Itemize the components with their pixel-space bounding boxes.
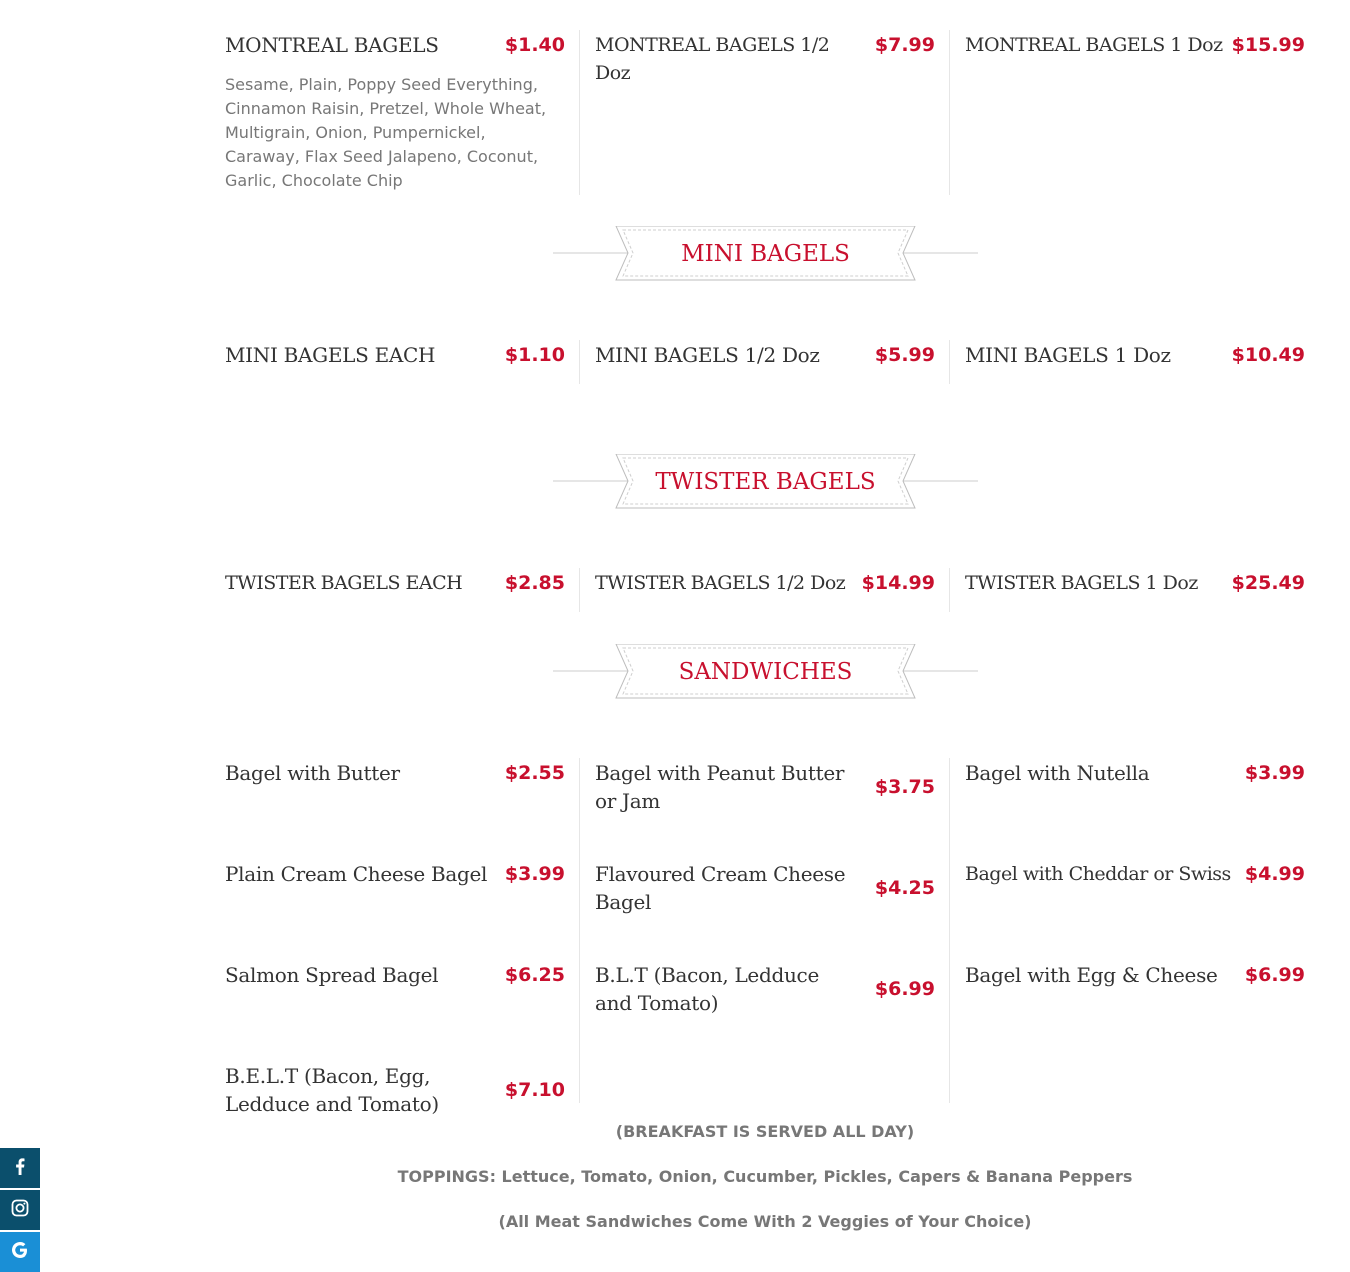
item-price: $10.49 xyxy=(1231,344,1305,366)
column-divider xyxy=(579,30,580,195)
item-price: $3.99 xyxy=(504,863,565,885)
veggies-note: (All Meat Sandwiches Come With 2 Veggies of Your Choice) xyxy=(498,1212,1032,1231)
menu-item xyxy=(595,31,935,87)
menu-item xyxy=(595,341,935,369)
instagram-icon xyxy=(10,1198,30,1222)
item-description: Sesame, Plain, Poppy Seed Everything, Cinnamon Raisin, Pretzel, Whole Wheat, Multigrain, Onion, Pumpernickel, Caraway, Flax Seed Jalapeno, Coconut, Garlic, Chocolate Chip xyxy=(225,75,547,190)
menu-item xyxy=(965,759,1305,787)
menu-item xyxy=(225,569,565,597)
item-name: MONTREAL BAGELS 1/2 Doz xyxy=(595,34,830,84)
menu-item xyxy=(595,569,935,597)
facebook-link[interactable] xyxy=(0,1148,40,1188)
column-divider xyxy=(949,340,950,384)
menu-item xyxy=(965,569,1305,597)
item-name: Bagel with Nutella xyxy=(965,761,1150,785)
item-price: $6.99 xyxy=(874,978,935,1000)
item-price: $3.75 xyxy=(874,776,935,798)
item-name: Bagel with Butter xyxy=(225,761,400,785)
item-name: MINI BAGELS 1 Doz xyxy=(965,343,1171,367)
item-name: Flavoured Cream Cheese Bagel xyxy=(595,862,846,914)
menu-item xyxy=(225,1062,565,1118)
item-price: $6.99 xyxy=(1244,964,1305,986)
menu-item xyxy=(965,341,1305,369)
menu-item xyxy=(595,759,935,815)
breakfast-note: (BREAKFAST IS SERVED ALL DAY) xyxy=(615,1122,915,1141)
column-divider xyxy=(949,30,950,195)
item-price: $6.25 xyxy=(504,964,565,986)
toppings-note: TOPPINGS: Lettuce, Tomato, Onion, Cucumber, Pickles, Capers & Banana Peppers xyxy=(397,1167,1133,1186)
menu-item xyxy=(225,860,565,888)
item-name: TWISTER BAGELS 1/2 Doz xyxy=(595,572,846,594)
section-title: MINI BAGELS xyxy=(681,241,850,267)
item-price: $4.99 xyxy=(1244,863,1305,885)
item-name: Salmon Spread Bagel xyxy=(225,963,439,987)
item-name: Bagel with Peanut Butter or Jam xyxy=(595,761,845,813)
menu-item xyxy=(965,31,1305,59)
menu-item xyxy=(225,341,565,369)
column-divider xyxy=(949,568,950,612)
item-price: $14.99 xyxy=(861,572,935,594)
item-price: $2.85 xyxy=(504,572,565,594)
item-name: Bagel with Egg & Cheese xyxy=(965,963,1218,987)
column-divider xyxy=(579,568,580,612)
item-name: TWISTER BAGELS 1 Doz xyxy=(965,572,1198,594)
item-price: $7.10 xyxy=(504,1079,565,1101)
facebook-icon xyxy=(10,1156,30,1180)
item-price: $1.10 xyxy=(504,344,565,366)
item-name: B.L.T (Bacon, Ledduce and Tomato) xyxy=(595,963,819,1015)
item-price: $15.99 xyxy=(1231,34,1305,56)
instagram-link[interactable] xyxy=(0,1190,40,1230)
item-name: MINI BAGELS EACH xyxy=(225,343,436,367)
menu-item xyxy=(595,961,935,1017)
menu-item xyxy=(225,759,565,787)
item-name: TWISTER BAGELS EACH xyxy=(225,572,463,594)
item-price: $5.99 xyxy=(874,344,935,366)
item-price: $25.49 xyxy=(1231,572,1305,594)
column-divider xyxy=(579,758,580,1103)
menu-item xyxy=(595,860,935,916)
section-banner-mini-bagels xyxy=(553,226,978,282)
column-divider xyxy=(949,758,950,1103)
section-banner-twister-bagels xyxy=(553,454,978,510)
item-price: $4.25 xyxy=(874,877,935,899)
item-name: MONTREAL BAGELS 1 Doz xyxy=(965,34,1223,56)
menu-item xyxy=(965,860,1305,888)
section-title: TWISTER BAGELS xyxy=(655,469,876,495)
section-title: SANDWICHES xyxy=(678,659,853,685)
google-icon xyxy=(10,1240,30,1264)
column-divider xyxy=(579,340,580,384)
item-name: Bagel with Cheddar or Swiss xyxy=(965,863,1231,885)
item-name: MINI BAGELS 1/2 Doz xyxy=(595,343,820,367)
item-price: $7.99 xyxy=(874,34,935,56)
item-price: $2.55 xyxy=(504,762,565,784)
menu-item xyxy=(965,961,1305,989)
google-link[interactable] xyxy=(0,1232,40,1272)
item-price: $1.40 xyxy=(504,34,565,56)
item-name: MONTREAL BAGELS xyxy=(225,33,439,57)
section-banner-sandwiches xyxy=(553,644,978,700)
item-name: Plain Cream Cheese Bagel xyxy=(225,862,488,886)
item-price: $3.99 xyxy=(1244,762,1305,784)
menu-item xyxy=(225,961,565,989)
menu-item xyxy=(225,31,565,59)
item-name: B.E.L.T (Bacon, Egg, Ledduce and Tomato) xyxy=(225,1064,439,1116)
